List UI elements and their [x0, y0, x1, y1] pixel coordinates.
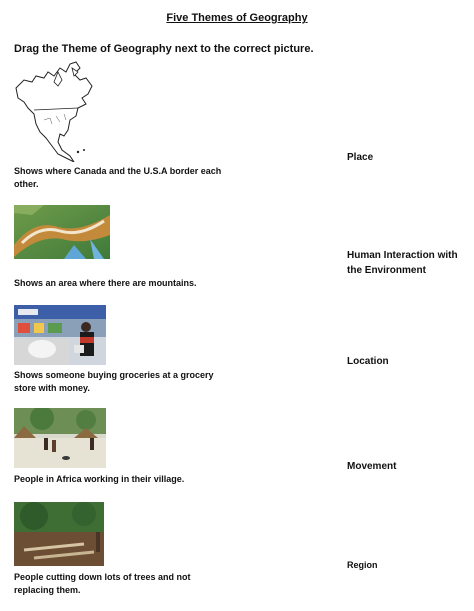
caption-5: People cutting down lots of trees and not replacing them. — [14, 572, 191, 595]
caption-4: People in Africa working in their village. — [14, 474, 185, 484]
worksheet-title: Five Themes of Geography — [166, 12, 308, 24]
caption-1: Shows where Canada and the U.S.A border each other. — [14, 166, 222, 189]
african-village-image — [14, 408, 106, 468]
north-america-map-image — [14, 58, 96, 162]
caption-3: Shows someone buying groceries at a grocery store with money. — [14, 370, 214, 393]
caption-2: Shows an area where there are mountains. — [14, 278, 197, 288]
theme-human-interaction[interactable]: Human Interaction with the Environment — [347, 250, 458, 276]
deforestation-image — [14, 502, 104, 566]
theme-movement[interactable]: Movement — [347, 461, 397, 472]
mountain-relief-map-image — [14, 205, 110, 259]
theme-place[interactable]: Place — [347, 152, 374, 163]
theme-region[interactable]: Region — [347, 560, 378, 570]
instructions: Drag the Theme of Geography next to the correct picture. — [14, 43, 314, 55]
theme-location[interactable]: Location — [347, 356, 389, 367]
grocery-store-image — [14, 305, 106, 365]
